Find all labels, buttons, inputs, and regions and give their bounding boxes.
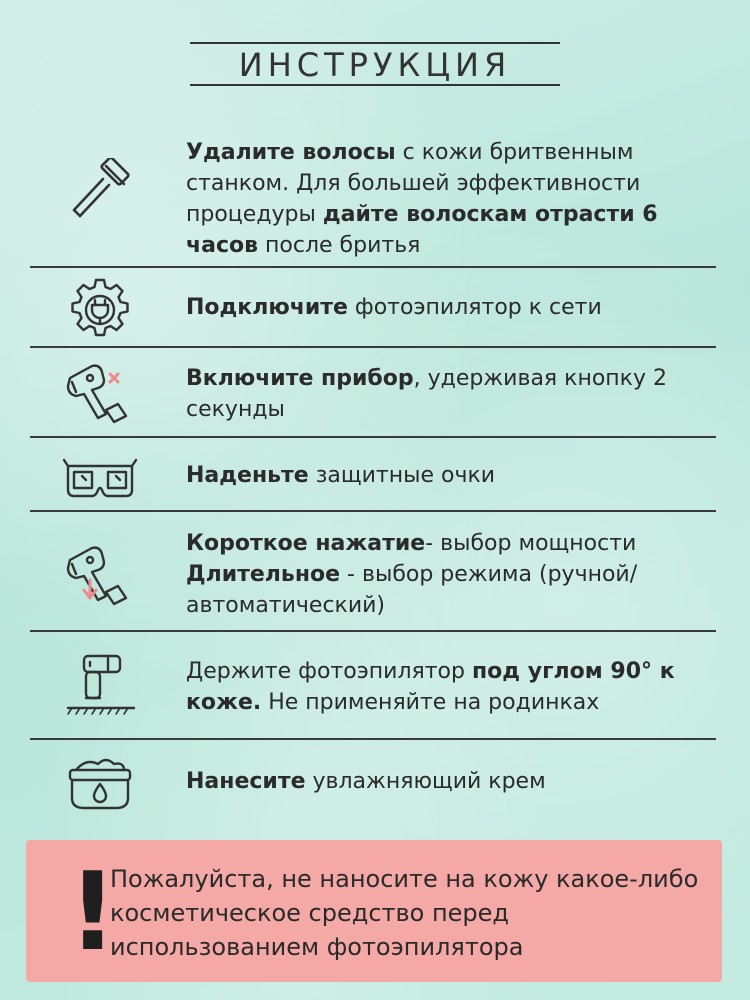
step-6-text-b: Не применяйте на родинках xyxy=(261,690,600,715)
step-2-bold: Подключите xyxy=(186,295,348,320)
step-5-text-a: - выбор мощности xyxy=(425,531,637,556)
divider xyxy=(30,266,716,268)
step-5-bold-b: Длительное xyxy=(186,562,341,587)
device-angle-icon xyxy=(62,648,138,724)
step-2-text xyxy=(186,292,726,323)
step-7-rest: увлажняющий крем xyxy=(305,769,546,794)
step-3-bold: Включите прибор xyxy=(186,366,414,391)
step-4-rest: защитные очки xyxy=(308,463,496,488)
step-4-text xyxy=(186,460,726,491)
safety-goggles-icon xyxy=(62,440,138,516)
exclamation-icon: ! xyxy=(68,850,118,975)
razor-icon xyxy=(62,158,138,234)
step-6-bold: под углом 90° к коже. xyxy=(186,659,675,715)
step-6-text-a: Держите фотоэпилятор xyxy=(186,659,472,684)
divider xyxy=(30,630,716,632)
title-rule-bottom xyxy=(190,84,560,86)
step-5-text-b: - выбор режима (ручной/ автоматический) xyxy=(186,562,638,618)
step-1-text-a: с кожи бритвенным станком. Для большей эффективности процедуры xyxy=(186,140,641,227)
step-2-rest: фотоэпилятор к сети xyxy=(347,295,602,320)
device-power-icon xyxy=(62,354,138,430)
cream-jar-icon xyxy=(62,744,138,820)
step-1-bold-a: Удалите волосы xyxy=(186,140,396,165)
step-1-bold-b: дайте волоскам отрасти 6 часов xyxy=(186,202,658,258)
warning-text: Пожалуйста, не наносите на кожу какое-либо косметическое средство перед использованием фотоэпилятора xyxy=(110,865,699,961)
divider xyxy=(30,346,716,348)
title-rule-top xyxy=(190,42,560,44)
step-5-bold-a: Короткое нажатие xyxy=(186,531,426,556)
page-title: ИНСТРУКЦИЯ xyxy=(238,46,512,84)
step-5-text xyxy=(186,528,726,621)
divider xyxy=(30,436,716,438)
step-7-text xyxy=(186,766,726,797)
device-press-icon xyxy=(62,536,138,612)
step-3-rest: , удерживая кнопку 2 секунды xyxy=(186,366,667,422)
step-1-text xyxy=(186,137,726,261)
warning-box xyxy=(26,840,722,982)
step-4-bold: Наденьте xyxy=(186,463,309,488)
gear-plug-icon xyxy=(62,272,138,348)
title-block xyxy=(190,42,560,86)
divider xyxy=(30,510,716,512)
step-6-text xyxy=(186,656,726,718)
step-7-bold: Нанесите xyxy=(186,769,306,794)
step-3-text xyxy=(186,363,726,425)
divider xyxy=(30,738,716,740)
step-1-text-b: после бритья xyxy=(258,233,421,258)
